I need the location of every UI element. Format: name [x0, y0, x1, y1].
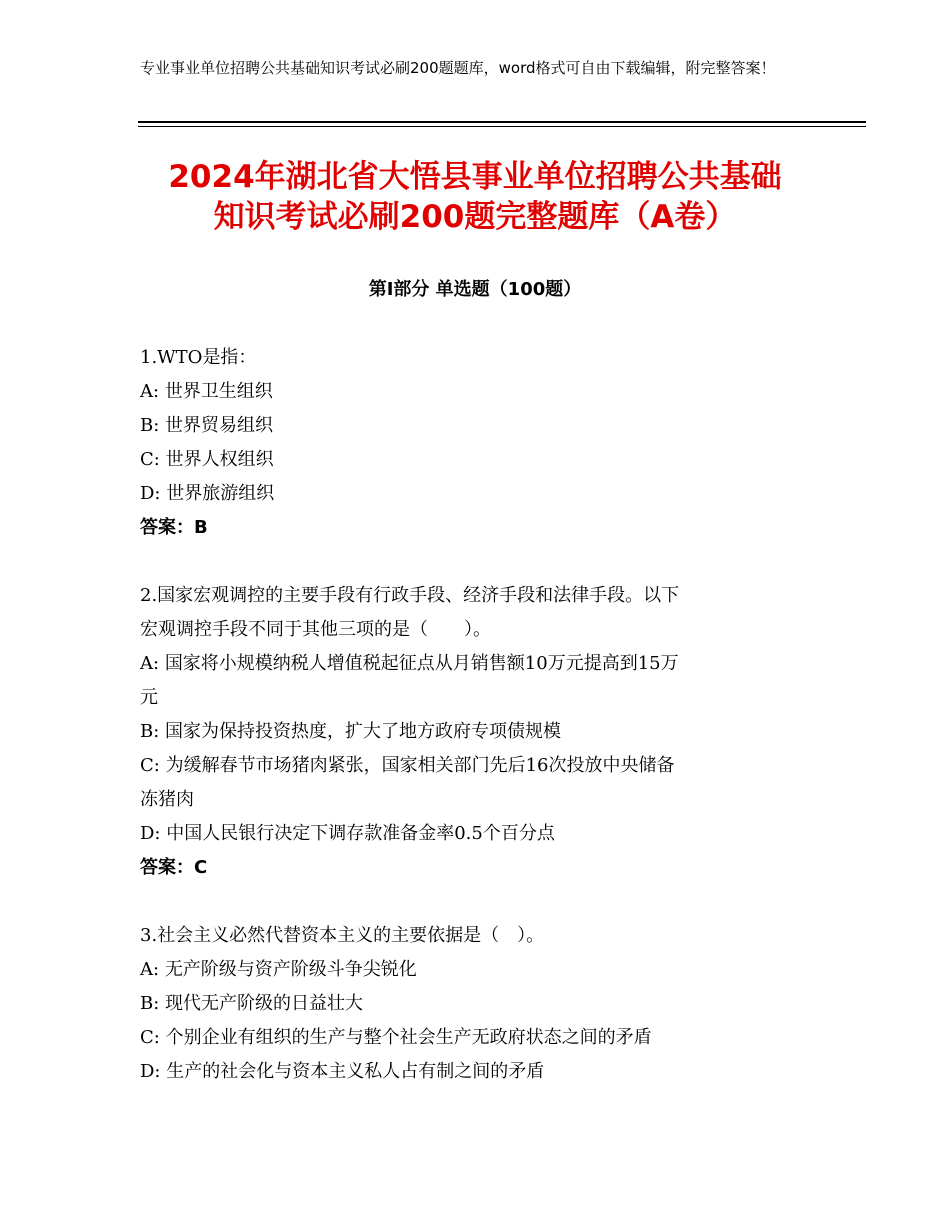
- option-line: [140, 987, 810, 1021]
- answer-label: 答案：: [140, 857, 194, 878]
- option-line: [140, 681, 810, 715]
- question-item: [140, 579, 810, 885]
- option-prefix: D:: [140, 483, 161, 504]
- question-stem: 3.社会主义必然代替资本主义的主要依据是（ ）。: [140, 925, 545, 946]
- option-line: [140, 817, 810, 851]
- option-line: [140, 715, 810, 749]
- option-prefix: B:: [140, 993, 160, 1014]
- question-stem: 1.WTO是指：: [140, 347, 257, 368]
- question-item: [140, 341, 810, 545]
- option-prefix: C:: [140, 755, 160, 776]
- option-prefix: D:: [140, 1061, 161, 1082]
- option-text: 生产的社会化与资本主义私人占有制之间的矛盾: [166, 1061, 545, 1082]
- option-line: [140, 647, 810, 681]
- option-line: [140, 477, 810, 511]
- option-line: [140, 443, 810, 477]
- option-prefix: A:: [140, 653, 160, 674]
- answer-line: [140, 511, 810, 545]
- option-text: 现代无产阶级的日益壮大: [165, 993, 364, 1014]
- option-text: 国家为保持投资热度，扩大了地方政府专项债规模: [165, 721, 562, 742]
- option-line: [140, 375, 810, 409]
- option-text: 无产阶级与资产阶级斗争尖锐化: [164, 959, 417, 980]
- option-line: [140, 409, 810, 443]
- option-line: [140, 1021, 810, 1055]
- option-text: 个别企业有组织的生产与整个社会生产无政府状态之间的矛盾: [165, 1027, 652, 1048]
- option-prefix: A:: [140, 959, 160, 980]
- answer-value: C: [194, 857, 208, 878]
- question-stem: 宏观调控手段不同于其他三项的是（ ）。: [140, 619, 491, 640]
- option-text: 中国人民银行决定下调存款准备金率0.5个百分点: [166, 823, 555, 844]
- option-text: 世界卫生组织: [164, 381, 273, 402]
- option-prefix: B:: [140, 721, 160, 742]
- option-line: [140, 1055, 810, 1089]
- answer-label: 答案：: [140, 517, 194, 538]
- option-text: 冻猪肉: [140, 789, 194, 810]
- option-line: [140, 953, 810, 987]
- option-text: 元: [140, 687, 158, 708]
- option-text: 世界旅游组织: [166, 483, 275, 504]
- option-prefix: A:: [140, 381, 160, 402]
- question-list: [140, 341, 810, 1123]
- option-text: 世界人权组织: [165, 449, 274, 470]
- option-prefix: C:: [140, 449, 160, 470]
- answer-line: [140, 851, 810, 885]
- option-prefix: C:: [140, 1027, 160, 1048]
- option-prefix: B:: [140, 415, 160, 436]
- option-text: 世界贸易组织: [165, 415, 274, 436]
- option-prefix: D:: [140, 823, 161, 844]
- title-line-1: 2024年湖北省大悟县事业单位招聘公共基础: [168, 159, 782, 195]
- document-title: [100, 157, 850, 237]
- answer-value: B: [194, 517, 208, 538]
- header-rule-thick: [138, 121, 866, 123]
- question-stem: 2.国家宏观调控的主要手段有行政手段、经济手段和法律手段。以下: [140, 585, 680, 606]
- header-note: 专业事业单位招聘公共基础知识考试必刷200题题库，word格式可自由下载编辑，附完整答案！: [140, 59, 776, 77]
- option-text: 国家将小规模纳税人增值税起征点从月销售额10万元提高到15万: [164, 653, 679, 674]
- section-heading: 第Ⅰ部分 单选题（100题）: [368, 279, 582, 300]
- option-line: [140, 749, 810, 783]
- question-item: [140, 919, 810, 1089]
- option-line: [140, 783, 810, 817]
- header-rule-thin: [138, 126, 866, 127]
- option-text: 为缓解春节市场猪肉紧张，国家相关部门先后16次投放中央储备: [165, 755, 675, 776]
- title-line-2: 知识考试必刷200题完整题库（A卷）: [213, 199, 737, 235]
